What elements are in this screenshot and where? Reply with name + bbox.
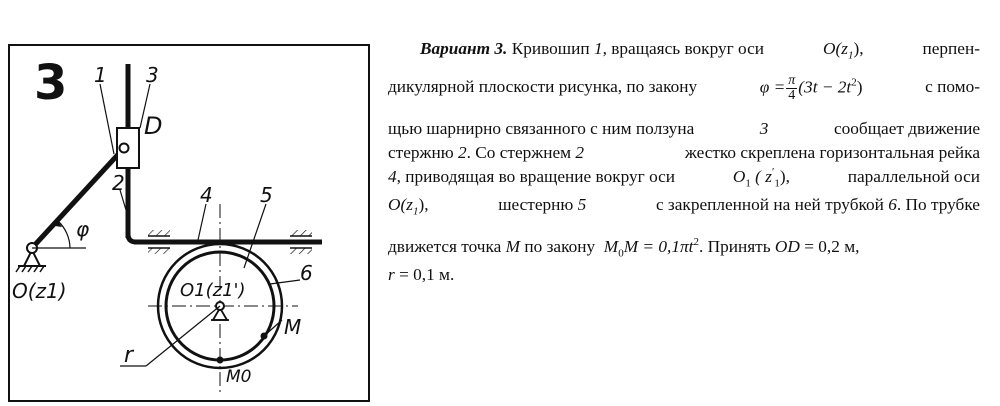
axis-O-ref: O(z: [823, 39, 848, 58]
text-fragment: . По трубке: [896, 195, 980, 214]
label-rod: 2: [112, 171, 125, 195]
label-point-M: M: [284, 315, 302, 339]
leader-1: [100, 84, 114, 154]
law-motion: M = 0,1πt: [623, 237, 694, 256]
text-line-3: [388, 116, 980, 141]
superscript: 2: [693, 236, 699, 249]
axis-O1-ref: O: [732, 167, 746, 186]
superscript: 2: [851, 76, 857, 89]
text-fragment: ),: [418, 195, 429, 214]
slider-ref: 3: [759, 119, 769, 138]
text-fragment: . Со стержнем: [466, 143, 572, 162]
od-ref: OD: [774, 237, 800, 256]
subscript: 1: [774, 177, 780, 190]
angle-phi-label: φ: [76, 217, 90, 241]
subscript: 1: [745, 177, 751, 190]
superscript: ′: [771, 166, 775, 179]
text-fragment: ),: [853, 39, 864, 58]
variant-title: Вариант 3.: [420, 39, 508, 58]
label-point-M0: M0: [226, 367, 252, 387]
label-axis-O: O(z1): [12, 279, 67, 303]
text-fragment: сообщает движение: [833, 119, 980, 138]
text-line-5: [388, 164, 980, 189]
text-fragment: = 0,1 м.: [399, 265, 455, 284]
text-fragment: = 0,2 м,: [804, 237, 860, 256]
text-line-7: [388, 234, 859, 259]
fraction-pi-4: $\frac{\pi}{4}$: [788, 73, 796, 103]
text-fragment: жестко скреплена горизонтальная рейка: [684, 143, 980, 162]
label-rack: 4: [200, 183, 213, 207]
subscript: 1: [847, 49, 854, 62]
text-fragment: по закону: [524, 237, 596, 256]
text-fragment: ),: [779, 167, 790, 186]
text-fragment: параллельной оси: [847, 167, 980, 186]
label-radius: r: [124, 343, 134, 368]
text-fragment: шестерню: [498, 195, 574, 214]
axis-O-ref: O(z: [388, 195, 413, 214]
text-fragment: ): [856, 77, 863, 97]
text-fragment: движется точка: [388, 237, 502, 256]
text-fragment: щью шарнирно связанного с ним ползуна: [388, 119, 695, 138]
joint-D: [120, 144, 129, 153]
text-fragment: с помо-: [925, 77, 980, 96]
gear-ref: 5: [577, 195, 587, 214]
text-line-6: [388, 192, 980, 217]
text-fragment: , вращаясь вокруг оси: [602, 39, 765, 58]
text-fragment: дикулярной плоскости рисунка, по закону: [388, 77, 698, 96]
label-point-D: D: [144, 112, 163, 140]
text-fragment: перпен-: [922, 39, 980, 58]
leader-4: [198, 204, 206, 240]
mechanism-diagram: [8, 44, 370, 402]
point-M0: [217, 357, 224, 364]
text-fragment: с закрепленной на ней трубкой: [655, 195, 884, 214]
text-fragment: стержню: [388, 143, 454, 162]
label-axis-O1: O1(z1'): [180, 280, 246, 301]
law-M: M: [603, 237, 619, 256]
label-tube: 6: [300, 261, 313, 285]
text-fragment: . Принять: [698, 237, 771, 256]
axis-z-ref: ( z: [755, 167, 772, 186]
law-phi: (3t − 2t: [798, 77, 852, 97]
text-line-8: [388, 262, 454, 287]
text-fragment: , приводящая во вращение вокруг оси: [396, 167, 676, 186]
crank-ref: 1: [593, 39, 603, 58]
rod-ref: 2: [457, 143, 467, 162]
subscript: 0: [618, 247, 624, 260]
phi-symbol: φ =: [759, 77, 786, 97]
point-M-ref: M: [505, 237, 521, 256]
subscript: 1: [412, 205, 419, 218]
variant-number: 3: [34, 55, 68, 111]
tube-ref: 6: [888, 195, 897, 214]
label-gear: 5: [260, 183, 273, 207]
mechanism-figure: [8, 44, 370, 402]
text-line-1: [388, 36, 980, 61]
label-crank: 1: [94, 63, 107, 87]
rack-ref: 4: [388, 167, 397, 186]
text-line-2: [388, 74, 980, 103]
text-fragment: Кривошип: [507, 39, 590, 58]
r-ref: r: [388, 265, 395, 284]
text-line-4: [388, 140, 980, 165]
rod-ref: 2: [575, 143, 585, 162]
label-slider: 3: [146, 63, 159, 87]
leader-6: [270, 280, 300, 284]
leader-5: [244, 204, 266, 268]
